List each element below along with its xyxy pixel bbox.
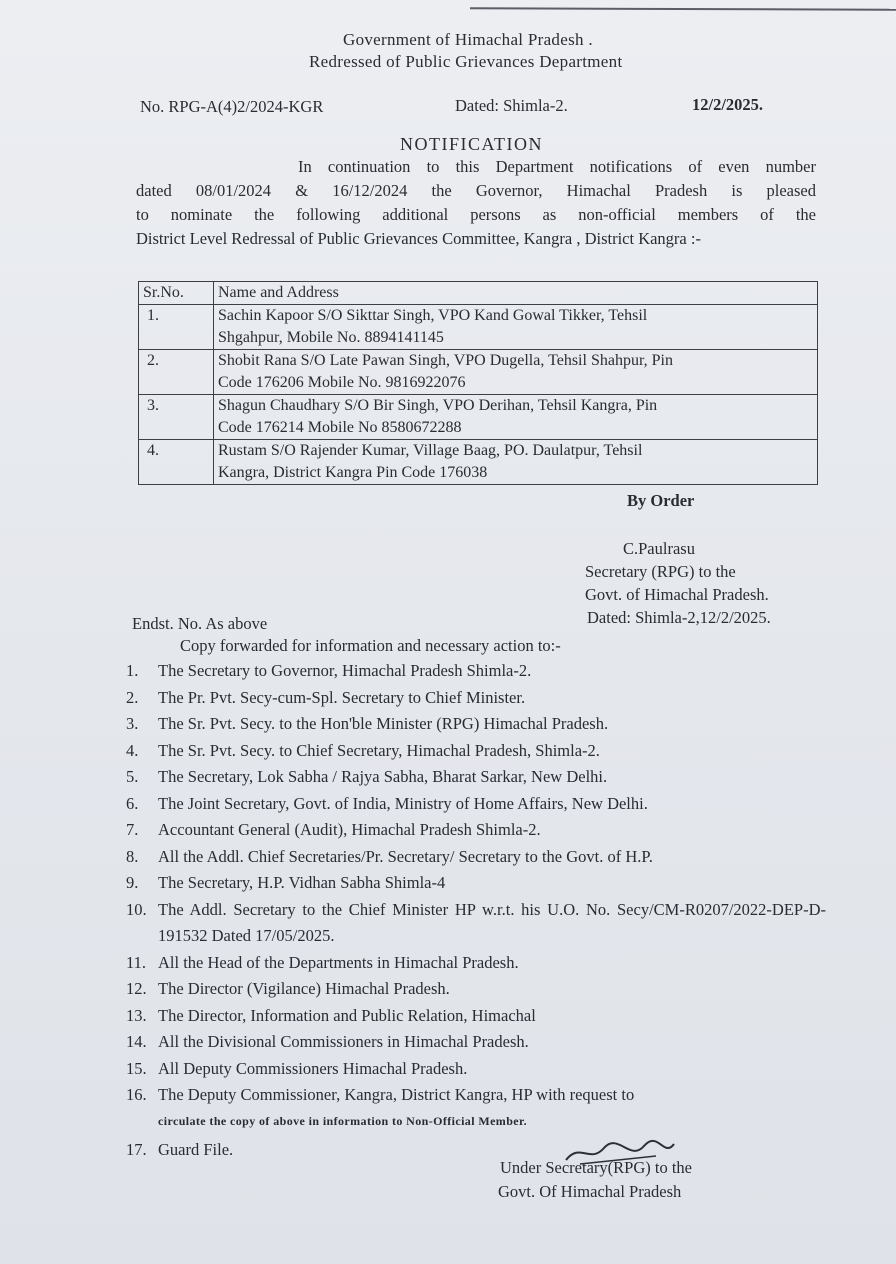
reference-date: 12/2/2025.	[692, 95, 764, 114]
list-item: circulate the copy of above in information to Non-Official Member.	[158, 1113, 528, 1128]
header-department: Redressed of Public Grievances Department	[309, 52, 623, 71]
list-item: 1. The Secretary to Governor, Himachal Pradesh Shimla-2.	[126, 661, 532, 680]
address-line: Kangra, District Kangra Pin Code 176038	[218, 464, 488, 481]
copy-forwarded-line: Copy forwarded for information and necessary action to:-	[180, 636, 561, 655]
address-line: Shagun Chaudhary S/O Bir Singh, VPO Derihan, Tehsil Kangra, Pin	[218, 397, 658, 414]
header-name-address: Name and Address	[214, 282, 818, 305]
row-sr: 4.	[139, 440, 214, 485]
under-secretary-govt: Govt. Of Himachal Pradesh	[498, 1182, 682, 1201]
notification-title: NOTIFICATION	[400, 134, 543, 154]
top-border-line	[470, 7, 896, 10]
notification-paragraph	[136, 155, 816, 251]
signatory-designation: Secretary (RPG) to the	[585, 562, 736, 581]
list-item: 10. The Addl. Secretary to the Chief Minister HP w.r.t. his U.O. No. Secy/CM-R0207/2022-DEP-D-191532 Dated 17/05/2025.	[126, 899, 826, 945]
reference-number: No. RPG-A(4)2/2024-KGR	[140, 97, 324, 116]
row-sr: 1.	[139, 305, 214, 350]
header-sr-no: Sr.No.	[139, 282, 214, 305]
table-row	[139, 395, 818, 440]
list-item: 14. All the Divisional Commissioners in Himachal Pradesh.	[126, 1032, 529, 1051]
paragraph-line: In continuation to this Department notifications of even number	[298, 157, 816, 176]
row-address	[214, 305, 818, 350]
address-line: Shgahpur, Mobile No. 8894141145	[218, 329, 444, 346]
list-item: 6. The Joint Secretary, Govt. of India, Ministry of Home Affairs, New Delhi.	[126, 793, 648, 813]
row-sr: 3.	[139, 395, 214, 440]
address-line: Rustam S/O Rajender Kumar, Village Baag, PO. Daulatpur, Tehsil	[218, 442, 643, 459]
paragraph-line: to nominate the following additional persons as non-official members of the	[136, 205, 816, 224]
list-item: 4. The Sr. Pvt. Secy. to Chief Secretary, Himachal Pradesh, Shimla-2.	[126, 740, 600, 760]
paragraph-line: District Level Redressal of Public Grievances Committee, Kangra , District Kangra :-	[136, 229, 701, 248]
list-item: 7. Accountant General (Audit), Himachal Pradesh Shimla-2.	[126, 820, 541, 839]
table-row	[139, 305, 818, 350]
by-order: By Order	[627, 491, 695, 510]
list-item: 15. All Deputy Commissioners Himachal Pradesh.	[126, 1058, 468, 1078]
members-table	[138, 281, 818, 485]
list-item: 13. The Director, Information and Public Relation, Himachal	[126, 1005, 536, 1025]
under-secretary-designation: Under Secretary(RPG) to the	[500, 1158, 692, 1177]
paragraph-line: dated 08/01/2024 & 16/12/2024 the Governor, Himachal Pradesh is pleased	[136, 181, 816, 200]
list-item: 12. The Director (Vigilance) Himachal Pradesh.	[126, 979, 450, 998]
address-line: Code 176206 Mobile No. 9816922076	[218, 374, 466, 391]
signature-date: Dated: Shimla-2,12/2/2025.	[587, 608, 771, 627]
row-address	[214, 350, 818, 395]
table-row	[139, 350, 818, 395]
signatory-name: C.Paulrasu	[623, 539, 695, 558]
list-item: 3. The Sr. Pvt. Secy. to the Hon'ble Minister (RPG) Himachal Pradesh.	[126, 714, 609, 733]
signatory-designation: Govt. of Himachal Pradesh.	[585, 585, 769, 604]
table-header-row	[139, 282, 818, 305]
distribution-list	[126, 658, 826, 1163]
list-item: 16. The Deputy Commissioner, Kangra, District Kangra, HP with request to	[126, 1085, 635, 1104]
row-address	[214, 440, 818, 485]
list-item: 8. All the Addl. Chief Secretaries/Pr. Secretary/ Secretary to the Govt. of H.P.	[126, 846, 653, 866]
address-line: Sachin Kapoor S/O Sikttar Singh, VPO Kand Gowal Tikker, Tehsil	[218, 307, 648, 324]
list-item: 17. Guard File.	[126, 1139, 234, 1159]
list-item: 9. The Secretary, H.P. Vidhan Sabha Shimla-4	[126, 873, 446, 892]
list-item: 5. The Secretary, Lok Sabha / Rajya Sabha, Bharat Sarkar, New Delhi.	[126, 767, 608, 786]
row-sr: 2.	[139, 350, 214, 395]
table-row	[139, 440, 818, 485]
header-government: Government of Himachal Pradesh .	[343, 30, 593, 49]
address-line: Shobit Rana S/O Late Pawan Singh, VPO Dugella, Tehsil Shahpur, Pin	[218, 352, 673, 369]
endorsement-label: Endst. No. As above	[132, 614, 268, 633]
row-address	[214, 395, 818, 440]
dated-label: Dated: Shimla-2.	[455, 96, 568, 115]
address-line: Code 176214 Mobile No 8580672288	[218, 419, 462, 436]
list-item: 11. All the Head of the Departments in Himachal Pradesh.	[126, 952, 519, 972]
list-item: 2. The Pr. Pvt. Secy-cum-Spl. Secretary to Chief Minister.	[126, 687, 526, 707]
